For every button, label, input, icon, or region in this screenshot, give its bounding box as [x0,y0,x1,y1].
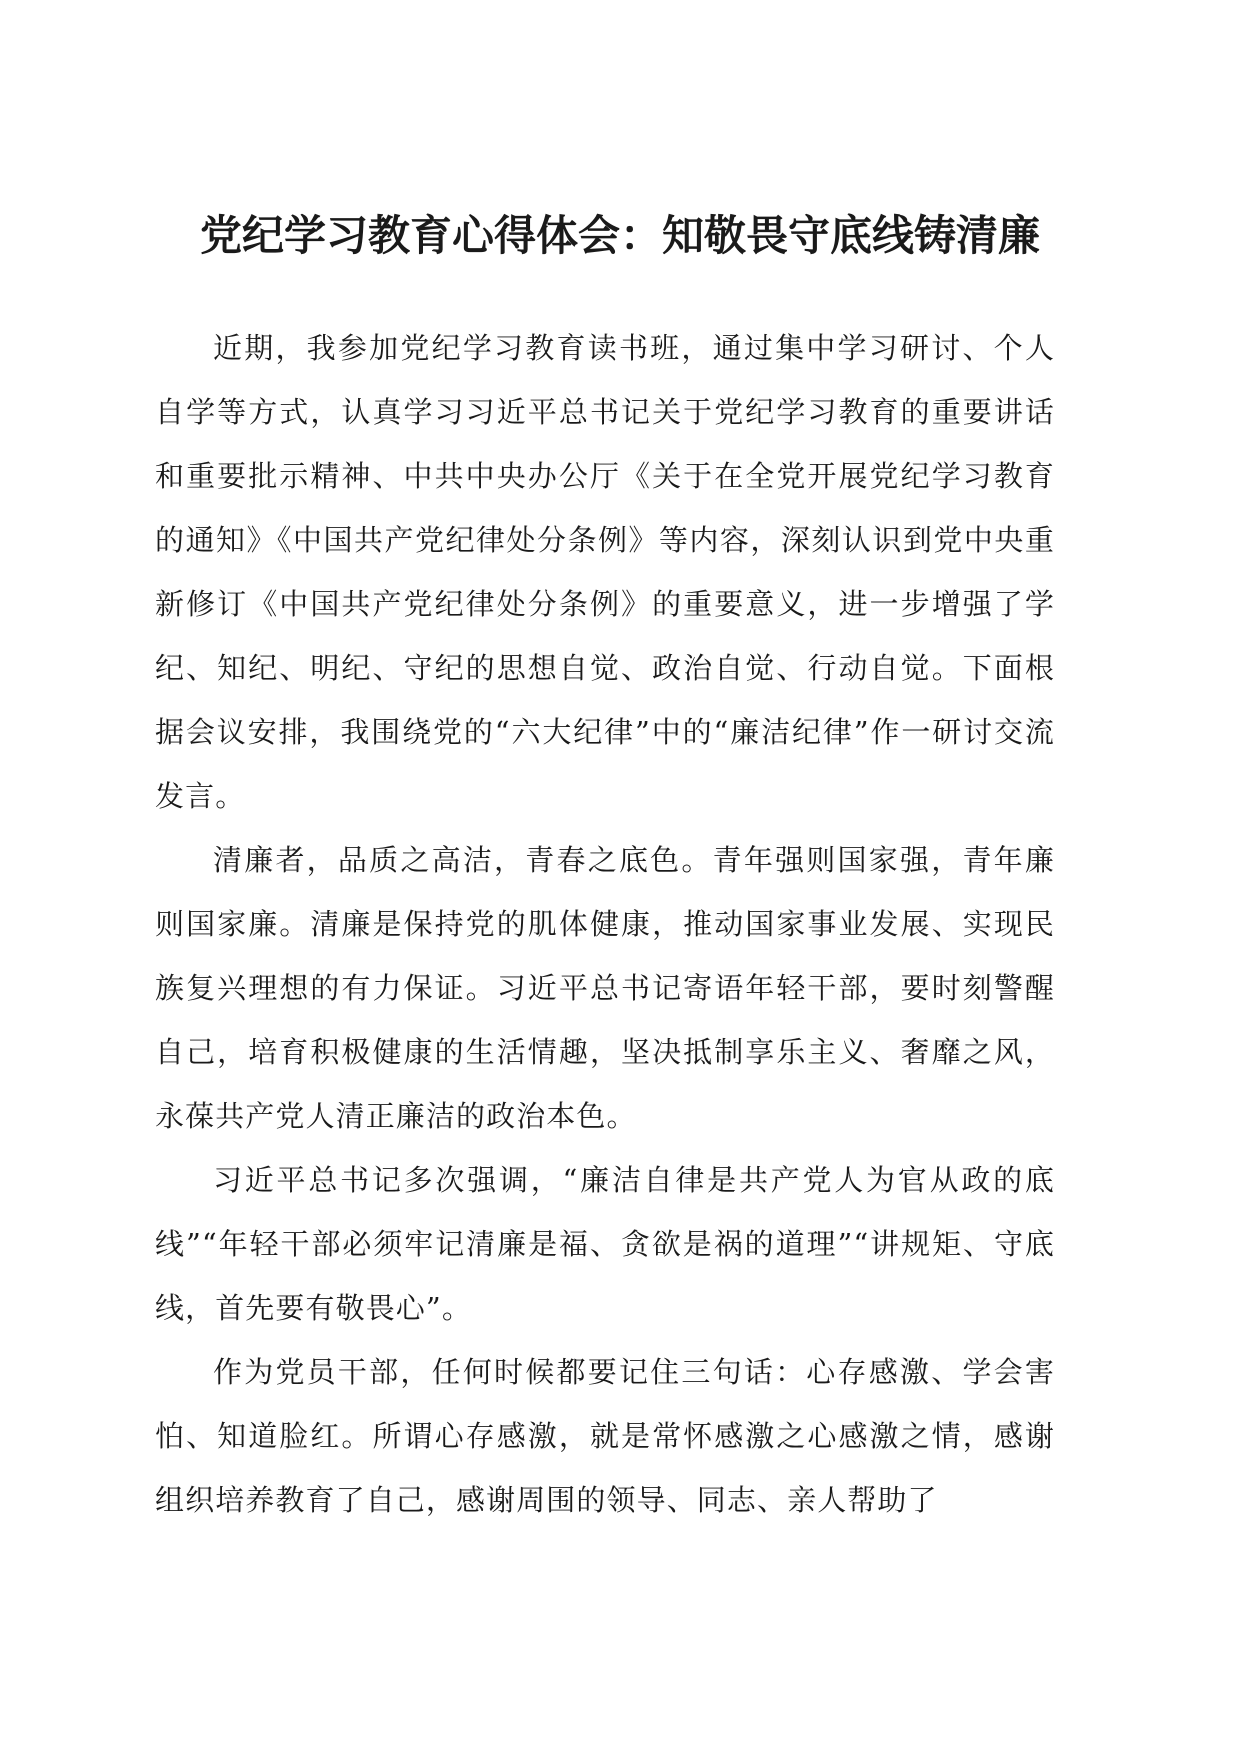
document-title: 党纪学习教育心得体会：知敬畏守底线铸清廉 [199,211,1040,260]
document-body [155,316,1055,1532]
paragraph-4: 作为党员干部，任何时候都要记住三句话：心存感激、学会害怕、知道脸红。所谓心存感激，就是常怀感激之心感激之情，感谢组织培养教育了自己，感谢周围的领导、同志、亲人帮助了 [155,1355,1055,1517]
paragraph-2: 清廉者，品质之高洁，青春之底色。青年强则国家强，青年廉则国家廉。清廉是保持党的肌体健康，推动国家事业发展、实现民族复兴理想的有力保证。习近平总书记寄语年轻干部，要时刻警醒自己，培育积极健康的生活情趣，坚决抵制享乐主义、奢靡之风，永葆共产党人清正廉洁的政治本色。 [155,843,1055,1133]
paragraph-3: 习近平总书记多次强调，“廉洁自律是共产党人为官从政的底线”“年轻干部必须牢记清廉是福、贪欲是祸的道理”“讲规矩、守底线，首先要有敬畏心”。 [155,1163,1055,1325]
paragraph-1: 近期，我参加党纪学习教育读书班，通过集中学习研讨、个人自学等方式，认真学习习近平总书记关于党纪学习教育的重要讲话和重要批示精神、中共中央办公厅《关于在全党开展党纪学习教育的通知》《中国共产党纪律处分条例》等内容，深刻认识到党中央重新修订《中国共产党纪律处分条例》的重要意义，进一步增强了学纪、知纪、明纪、守纪的思想自觉、政治自觉、行动自觉。下面根据会议安排，我围绕党的“六大纪律”中的“廉洁纪律”作一研讨交流发言。 [155,331,1055,813]
